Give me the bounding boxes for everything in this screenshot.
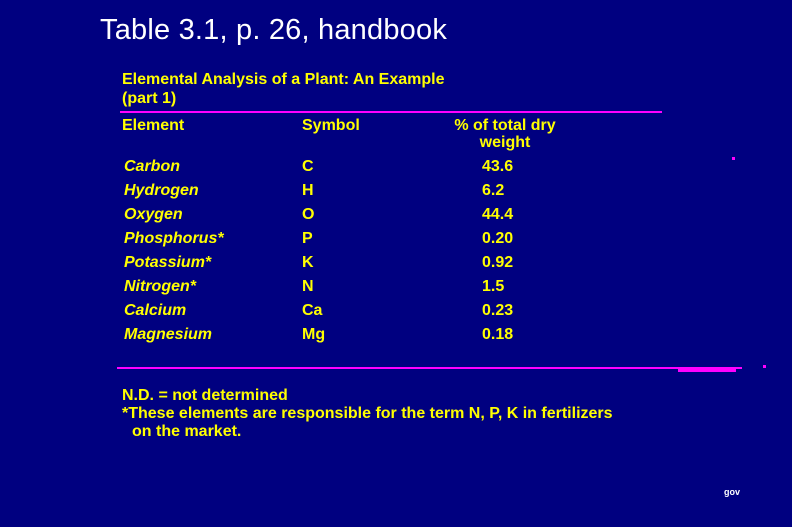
element-name: Potassium* bbox=[124, 254, 212, 271]
element-name: Oxygen bbox=[124, 206, 183, 223]
table-row bbox=[0, 182, 792, 206]
slide-title: Table 3.1, p. 26, handbook bbox=[100, 14, 448, 46]
element-name: Phosphorus* bbox=[124, 230, 224, 247]
header-element: Element bbox=[122, 117, 185, 134]
table-row bbox=[0, 326, 792, 350]
element-name: Calcium bbox=[124, 302, 187, 319]
element-symbol: H bbox=[302, 182, 314, 199]
element-percent: 6.2 bbox=[482, 182, 505, 199]
header-percent-line-1: % of total dry bbox=[454, 117, 556, 134]
header-percent-line-2: weight bbox=[479, 134, 531, 151]
element-percent: 1.5 bbox=[482, 278, 505, 295]
element-symbol: P bbox=[302, 230, 313, 247]
bottom-divider-accent bbox=[678, 369, 736, 372]
header-symbol: Symbol bbox=[302, 117, 360, 134]
decorative-dot bbox=[732, 157, 735, 160]
table-row bbox=[0, 158, 792, 182]
caption-line-2: (part 1) bbox=[122, 90, 177, 107]
header-percent bbox=[420, 117, 590, 151]
element-symbol: Ca bbox=[302, 302, 323, 319]
element-name: Magnesium bbox=[124, 326, 213, 343]
element-name: Nitrogen* bbox=[124, 278, 196, 295]
table-row bbox=[0, 206, 792, 230]
element-symbol: C bbox=[302, 158, 314, 175]
element-symbol: Mg bbox=[302, 326, 326, 343]
note-nd: N.D. = not determined bbox=[122, 387, 288, 404]
decorative-dot bbox=[763, 365, 766, 368]
table-row bbox=[0, 230, 792, 254]
element-symbol: N bbox=[302, 278, 314, 295]
element-symbol: K bbox=[302, 254, 314, 271]
top-divider bbox=[120, 111, 662, 113]
element-percent: 44.4 bbox=[482, 206, 514, 223]
element-percent: 0.20 bbox=[482, 230, 514, 247]
element-percent: 0.92 bbox=[482, 254, 514, 271]
table-row bbox=[0, 302, 792, 326]
element-percent: 0.23 bbox=[482, 302, 514, 319]
element-symbol: O bbox=[302, 206, 315, 223]
element-percent: 0.18 bbox=[482, 326, 514, 343]
caption-line-1: Elemental Analysis of a Plant: An Example bbox=[122, 71, 445, 88]
element-percent: 43.6 bbox=[482, 158, 514, 175]
table-row bbox=[0, 254, 792, 278]
element-name: Hydrogen bbox=[124, 182, 199, 199]
footer-label: gov bbox=[724, 487, 741, 497]
table-caption bbox=[122, 70, 682, 108]
bottom-divider bbox=[117, 367, 742, 369]
note-footnote-line-1: *These elements are responsible for the term N, P, K in fertilizers bbox=[122, 405, 613, 422]
table-row bbox=[0, 278, 792, 302]
element-name: Carbon bbox=[124, 158, 180, 175]
footnotes bbox=[122, 387, 762, 441]
note-footnote-line-2: on the market. bbox=[132, 423, 242, 440]
